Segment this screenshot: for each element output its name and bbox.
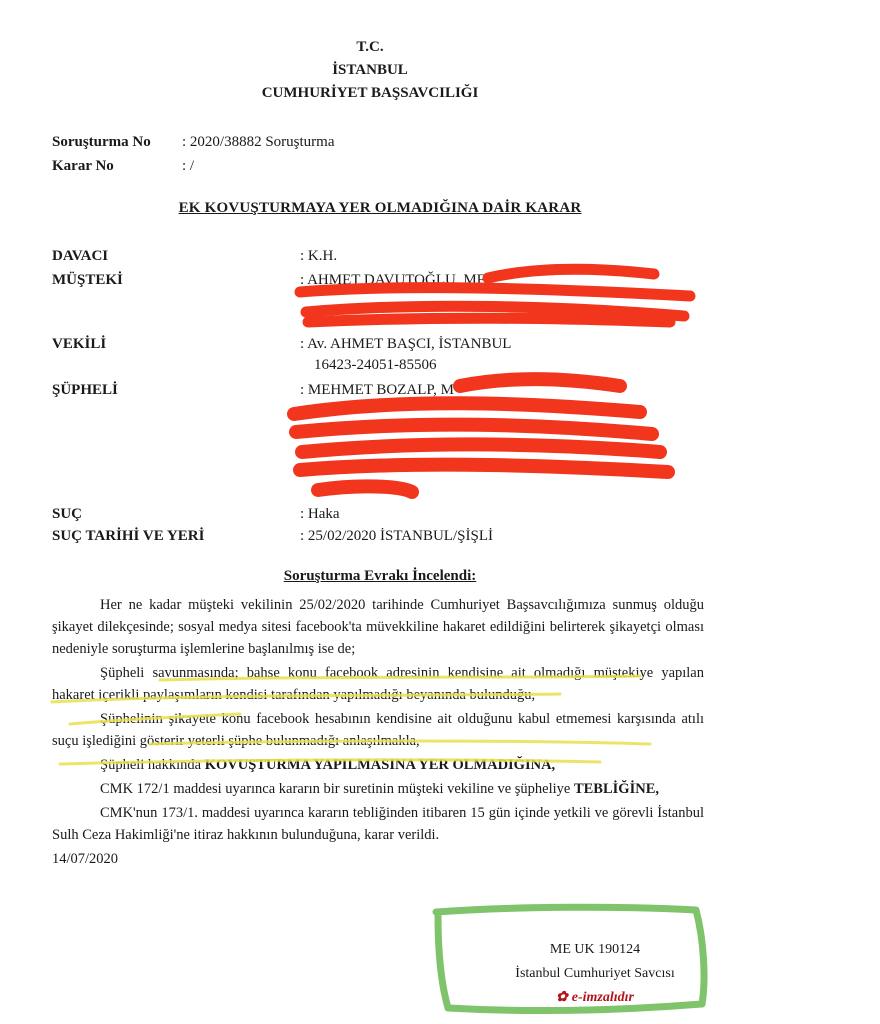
davaci-label: DAVACI — [52, 248, 109, 264]
party-supheli — [52, 380, 680, 401]
suc-value: : Haka — [300, 506, 340, 522]
header-city: İSTANBUL — [332, 62, 408, 78]
musteki-value: : AHMET DAVUTOĞLU, ME — [300, 272, 486, 288]
supheli-value: : MEHMET BOZALP, M — [300, 382, 454, 398]
party-suc-tarihi — [52, 526, 680, 547]
case-meta — [52, 130, 335, 178]
davaci-value: : K.H. — [300, 248, 338, 264]
party-davaci — [52, 246, 680, 267]
supheli-label: ŞÜPHELİ — [52, 382, 118, 398]
e-signature — [556, 986, 634, 1010]
document-title: EK KOVUŞTURMAYA YER OLMADIĞINA DAİR KARAR — [178, 200, 582, 216]
paragraph-3: Şüphelinin şikayete konu facebook hesabının kendisine ait olduğunu kabul etmemesi karşısında atılı suçu işlediğini gösterir yeterli şüphe bulunmadığı anlaşılmakla, — [52, 711, 704, 749]
paragraph-2: Şüpheli savunmasında; bahse konu facebook adresinin kendisine ait olmadığı müştekiye yapılan hakaret içerikli paylaşımların kendisi tarafından yapılmadığı beyanında bulunduğu, — [52, 665, 704, 703]
paragraph-4-bold: KOVUŞTURMA YAPILMASINA YER OLMADIĞINA, — [204, 757, 556, 773]
paragraph-5-bold: TEBLİĞİNE, — [573, 781, 659, 797]
paragraph-5 — [52, 778, 704, 800]
party-vekil — [52, 334, 680, 376]
investigation-number-label: Soruşturma No — [52, 134, 151, 150]
prosecutor-title: İstanbul Cumhuriyet Savcısı — [515, 966, 675, 981]
prosecutor-name: ME UK 190124 — [549, 942, 641, 957]
e-signature-seal-icon: ✿ — [556, 990, 568, 1005]
party-suc — [52, 504, 680, 525]
decision-body — [52, 594, 704, 872]
suc-tarihi-value: : 25/02/2020 İSTANBUL/ŞİŞLİ — [300, 528, 493, 544]
document-header — [0, 36, 740, 105]
suc-tarihi-label: SUÇ TARİHİ VE YERİ — [52, 528, 205, 544]
musteki-label: MÜŞTEKİ — [52, 272, 123, 288]
party-musteki — [52, 270, 680, 291]
header-tc: T.C. — [356, 39, 384, 55]
suc-label: SUÇ — [52, 506, 83, 522]
paragraph-6: CMK'nun 173/1. maddesi uyarınca kararın tebliğinden itibaren 15 gün içinde yetkili ve görevli İstanbul Sulh Ceza Hakimliği'ne itiraz hakkının bulunduğuna, karar verildi. — [52, 805, 704, 843]
header-office: CUMHURİYET BAŞSAVCILIĞI — [261, 85, 479, 101]
paragraph-4 — [52, 754, 704, 776]
section-title: Soruşturma Evrakı İncelendi: — [283, 568, 477, 584]
decision-number-label: Karar No — [52, 158, 114, 174]
decision-number-value: : / — [182, 158, 195, 174]
paragraph-1: Her ne kadar müşteki vekilinin 25/02/2020 tarihinde Cumhuriyet Başsavcılığımıza sunmuş olduğu şikayet dilekçesinde; sosyal medya sitesi facebook'ta müvekkiline hakaret edildiğini belirterek şikayetçi olması nedeniyle soruşturma işlemlerine başlanılmış ise de; — [52, 597, 704, 657]
signature-block — [480, 938, 710, 1010]
paragraph-5-text: CMK 172/1 maddesi uyarınca kararın bir suretinin müşteki vekiline ve şüpheliye — [100, 781, 571, 797]
paragraph-4-text: Şüpheli hakkında — [100, 757, 205, 773]
vekil-line-1: : Av. AHMET BAŞCI, İSTANBUL — [300, 336, 512, 352]
vekil-label: VEKİLİ — [52, 336, 107, 352]
investigation-number-value: : 2020/38882 Soruşturma — [182, 134, 335, 150]
vekil-line-2: 16423-24051-85506 — [314, 357, 437, 373]
decision-date: 14/07/2020 — [52, 851, 119, 867]
e-signature-label: e-imzalıdır — [571, 990, 634, 1005]
